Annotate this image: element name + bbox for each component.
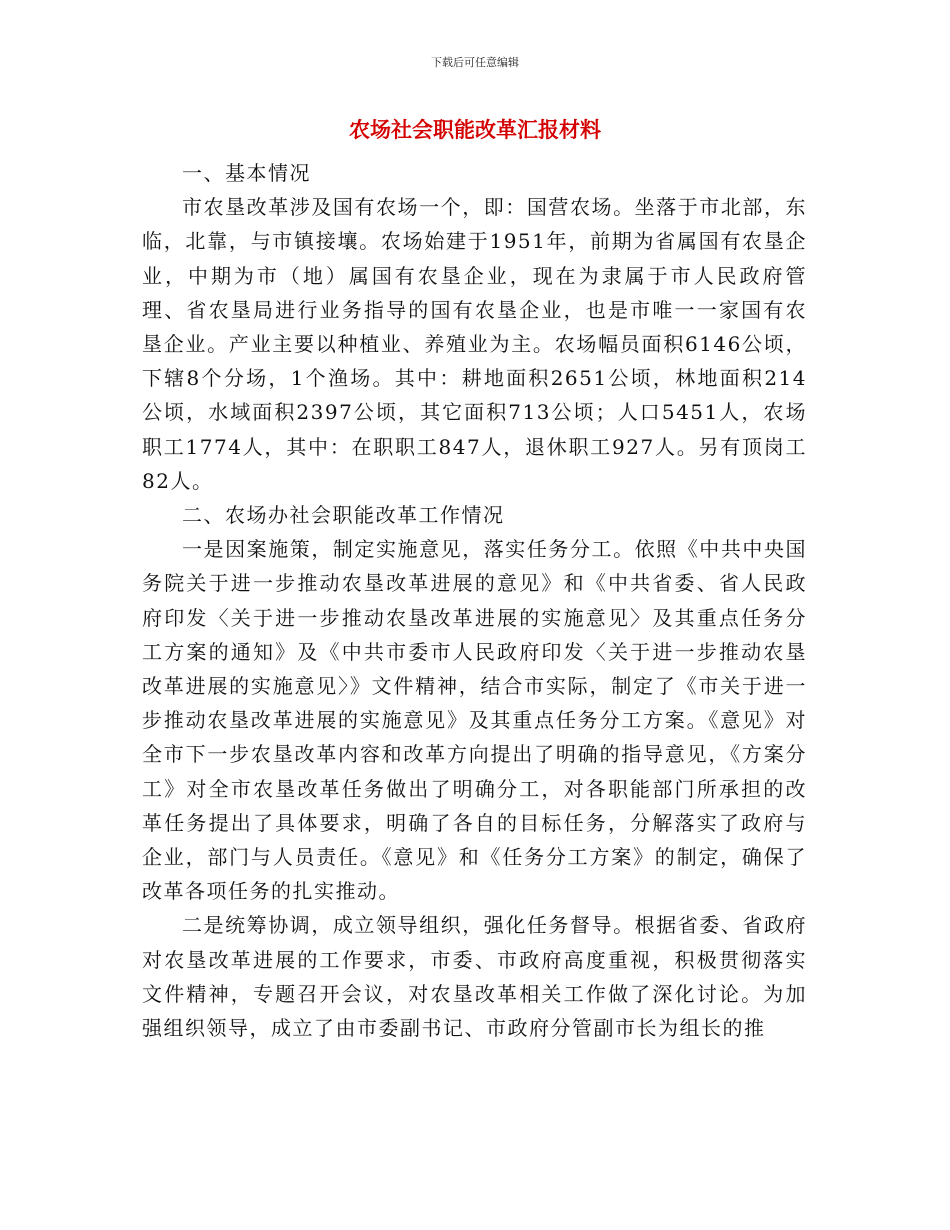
section-heading-reform-work: 二、农场办社会职能改革工作情况 (182, 503, 505, 528)
header-note: 下载后可任意编辑 (431, 56, 519, 69)
document-title: 农场社会职能改革汇报材料 (349, 118, 601, 142)
paragraph-basic-situation: 市农垦改革涉及国有农场一个，即：国营农场。坐落于市北部，东临，北靠，与市镇接壤。农场始建于1951年，前期为省属国有农垦企业，中期为市（地）属国有农垦企业，现在为隶属于市人民政府管理、省农垦局进行业务指导的国有农垦企业，也是市唯一一家国有农垦企业。产业主要以种植业、养殖业为主。农场幅员面积6146公顷，下辖8个分场，1个渔场。其中：耕地面积2651公顷，林地面积214公顷，水域面积2397公顷，其它面积713公顷；人口5451人，农场职工1774人，其中：在职职工847人，退休职工927人。另有顶岗工82人。 (142, 195, 807, 493)
paragraph-coordination-leadership: 二是统筹协调，成立领导组织，强化任务督导。根据省委、省政府对农垦改革进展的工作要求，市委、市政府高度重视，积极贯彻落实文件精神，专题召开会议，对农垦改革相关工作做了深化讨论。为加强组织领导，成立了由市委副书记、市政府分管副市长为组长的推 (142, 913, 807, 1041)
paragraph-policy-implementation: 一是因案施策，制定实施意见，落实任务分工。依照《中共中央国务院关于进一步推动农垦改革进展的意见》和《中共省委、省人民政府印发〈关于进一步推动农垦改革进展的实施意见〉及其重点任务分工方案的通知》及《中共市委市人民政府印发〈关于进一步推动农垦改革进展的实施意见〉》文件精神，结合市实际，制定了《市关于进一步推动农垦改革进展的实施意见》及其重点任务分工方案。《意见》对全市下一步农垦改革内容和改革方向提出了明确的指导意见，《方案分工》对全市农垦改革任务做出了明确分工，对各职能部门所承担的改革任务提出了具体要求，明确了各自的目标任务，分解落实了政府与企业，部门与人员责任。《意见》和《任务分工方案》的制定，确保了改革各项任务的扎实推动。 (142, 537, 807, 904)
section-heading-basic-situation: 一、基本情况 (182, 161, 311, 185)
document-body (142, 156, 807, 1045)
